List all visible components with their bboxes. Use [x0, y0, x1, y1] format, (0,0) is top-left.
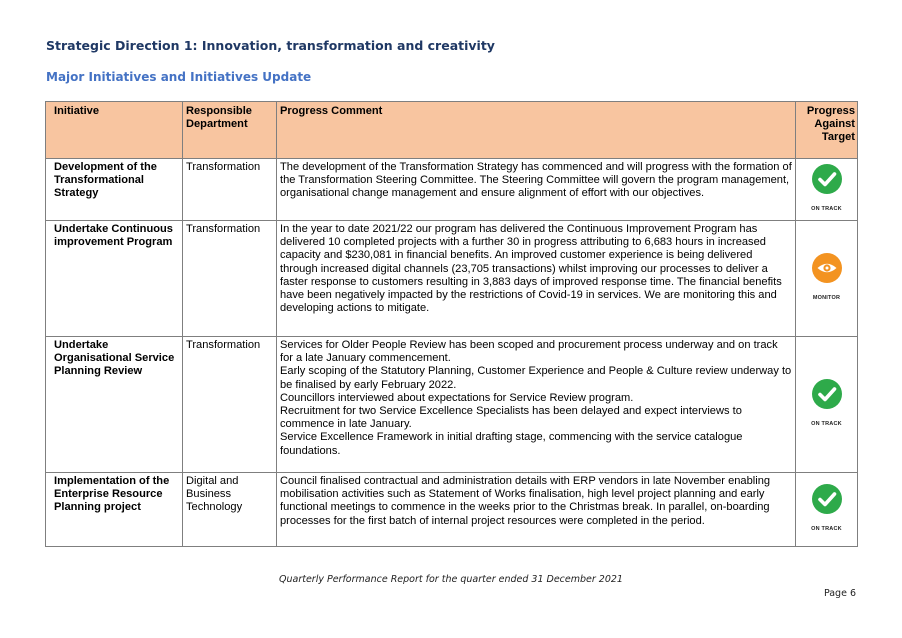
initiative-name: Undertake Continuous improvement Program	[46, 221, 183, 337]
progress-status	[796, 221, 858, 337]
check-circle-icon	[811, 506, 843, 518]
comment-paragraph: Recruitment for two Service Excellence Specialists has been delayed and expect interviews to commence in late January.	[280, 405, 742, 431]
section-subtitle: Major Initiatives and Initiatives Update	[46, 70, 312, 84]
table-row	[46, 221, 858, 337]
header-department: Responsible Department	[183, 102, 277, 159]
comment-paragraph: Service Excellence Framework in initial drafting stage, commencing with the service catalogue foundations.	[280, 431, 743, 457]
progress-status	[796, 159, 858, 221]
progress-status	[796, 473, 858, 547]
progress-comment	[277, 337, 796, 473]
eye-circle-icon	[811, 275, 843, 287]
progress-comment	[277, 473, 796, 547]
progress-comment	[277, 221, 796, 337]
status-label: ON TRACK	[811, 525, 842, 532]
comment-paragraph: Services for Older People Review has been scoped and procurement process underway and on track for a late January commencement.	[280, 339, 778, 365]
comment-paragraph: Council finalised contractual and administration details with ERP vendors in late November enabling mobilisation activities such as Statement of Works finalisation, high level project planning and early functional meetings to commence in the weeks prior to the Christmas break. In parallel, on-boarding processes for the first batch of internal project resources were completed in the period.	[280, 475, 771, 527]
initiatives-table	[45, 101, 858, 547]
report-footer: Quarterly Performance Report for the quarter ended 31 December 2021	[279, 574, 623, 585]
check-circle-icon	[811, 186, 843, 198]
status-badge	[811, 163, 843, 215]
status-label: ON TRACK	[811, 205, 842, 212]
table-header-row	[46, 102, 858, 159]
status-badge	[811, 252, 843, 304]
initiative-name: Undertake Organisational Service Planning Review	[46, 337, 183, 473]
responsible-department: Digital and Business Technology	[183, 473, 277, 547]
page-number: Page 6	[823, 588, 856, 599]
header-initiative: Initiative	[46, 102, 183, 159]
comment-paragraph: In the year to date 2021/22 our program has delivered the Continuous Improvement Program has delivered 10 completed projects with a further 30 in progress attributing to 6,683 hours in increased capacity and $230,081 in financial benefits. An improved customer experience is being delivered through increased digital channels (23,705 transactions) whilst improving our processes to deliver a faster response to customers resulting in 3,883 days of improved response time. The financial benefits have been negatively impacted by the restrictions of Covid-19 in services. We are monitoring this and developing actions to mitigate.	[280, 223, 782, 315]
comment-paragraph: Councillors interviewed about expectations for Service Review program.	[280, 391, 634, 404]
header-comment: Progress Comment	[277, 102, 796, 159]
progress-status	[796, 337, 858, 473]
header-status: Progress Against Target	[796, 102, 858, 159]
table-row	[46, 159, 858, 221]
comment-paragraph: Early scoping of the Statutory Planning, Customer Experience and People & Culture review underway to be finalised by early February 2022.	[280, 365, 792, 391]
responsible-department: Transformation	[183, 337, 277, 473]
initiative-name: Development of the Transformational Strategy	[46, 159, 183, 221]
status-label: ON TRACK	[811, 420, 842, 427]
responsible-department: Transformation	[183, 221, 277, 337]
status-badge	[811, 483, 843, 535]
status-badge	[811, 378, 843, 430]
status-label: MONITOR	[812, 294, 841, 301]
comment-paragraph: The development of the Transformation Strategy has commenced and will progress with the formation of the Transformation Steering Committee. The Steering Committee will govern the program management, organisational change management and ensure alignment of effort with our objectives.	[280, 161, 792, 200]
table-row	[46, 337, 858, 473]
responsible-department: Transformation	[183, 159, 277, 221]
progress-comment	[277, 159, 796, 221]
page-title: Strategic Direction 1: Innovation, transformation and creativity	[46, 38, 495, 53]
check-circle-icon	[811, 401, 843, 413]
initiative-name: Implementation of the Enterprise Resource Planning project	[46, 473, 183, 547]
table-row	[46, 473, 858, 547]
